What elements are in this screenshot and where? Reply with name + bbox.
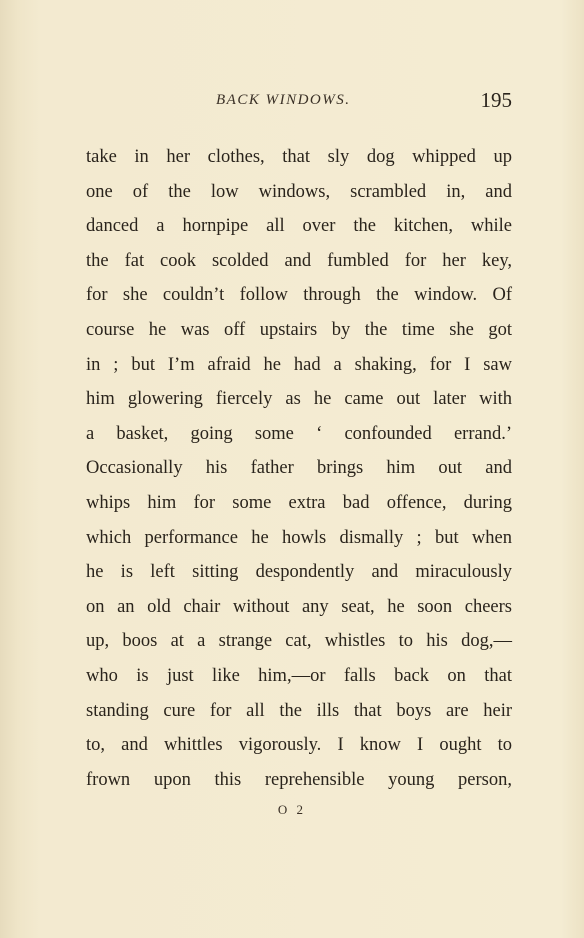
- text-line: who is just like him,—or falls back on that: [86, 665, 512, 686]
- text-line: frown upon this reprehensible young person,: [86, 769, 512, 790]
- text-line: take in her clothes, that sly dog whipped up: [86, 147, 512, 167]
- text-line: whips him for some extra bad offence, during: [86, 492, 512, 513]
- text-line: in ; but I’m afraid he had a shaking, for I saw: [86, 354, 512, 375]
- text-line: which performance he howls dismally ; but when: [86, 527, 512, 548]
- text-line: up, boos at a strange cat, whistles to his dog,—: [86, 631, 512, 652]
- body-text: [86, 140, 512, 797]
- text-line: him glowering fiercely as he came out later with: [86, 389, 512, 410]
- text-line: Occasionally his father brings him out and: [86, 458, 512, 479]
- text-line: he is left sitting despondently and miraculously: [86, 562, 512, 583]
- text-line: course he was off upstairs by the time she got: [86, 319, 512, 340]
- text-line: standing cure for all the ills that boys are heir: [86, 700, 512, 721]
- page-number: 195: [480, 88, 512, 112]
- page-header: [86, 88, 512, 116]
- text-line: to, and whittles vigorously. I know I ought to: [86, 735, 512, 756]
- signature-mark: O 2: [277, 802, 307, 817]
- text-line: a basket, going some ‘ confounded errand.’: [86, 423, 512, 444]
- text-line: on an old chair without any seat, he soon cheers: [86, 596, 512, 617]
- text-line: danced a hornpipe all over the kitchen, while: [86, 216, 512, 237]
- text-line: for she couldn’t follow through the window. Of: [86, 285, 512, 306]
- text-line: one of the low windows, scrambled in, and: [86, 181, 512, 202]
- running-head: BACK WINDOWS.: [216, 92, 351, 108]
- text-line: the fat cook scolded and fumbled for her key,: [86, 250, 512, 271]
